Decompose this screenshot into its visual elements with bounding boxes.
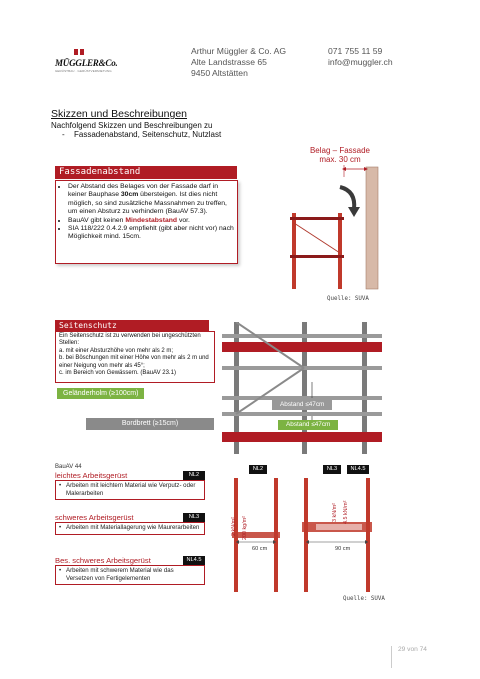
company-street: Alte Landstrasse 65 — [191, 57, 267, 67]
company-name: Arthur Müggler & Co. AG — [191, 46, 287, 56]
logo-tagline: GERÜSTBAU · GERÜSTVERMIETUNG — [55, 69, 112, 73]
company-address — [191, 46, 286, 79]
seitenschutz-figure — [222, 322, 382, 454]
company-phone: 071 755 11 59 — [328, 46, 383, 56]
fig-right-tag-2: NL4.5 — [347, 465, 369, 474]
fassadenabstand-figure — [282, 163, 392, 293]
gelaender-label: Geländerholm (≥100cm) — [57, 388, 144, 399]
abstand-label-2: Abstand ≤47cm — [278, 420, 338, 430]
nutzlast-class-3-title: Bes. schweres Arbeitsgerüst — [55, 556, 205, 566]
nutzlast-class-3-tag: NL4.5 — [183, 556, 205, 565]
load-right-2: 4.5 kN/m² — [343, 500, 349, 524]
fassadenabstand-item-3: • SIA 118/222 0.4.2.9 empfiehlt (gibt aber nicht vor) nach Möglichkeit mind. 15cm. — [68, 225, 234, 242]
nutzlast-class-2-title: schweres Arbeitsgerüst — [55, 513, 205, 523]
nutzlast-figure — [226, 478, 386, 592]
nutzlast-class-3 — [55, 556, 205, 585]
bauav-label: BauAV 44 — [55, 464, 82, 470]
abstand-label-1: Abstand ≤47cm — [272, 400, 332, 410]
seitenschutz-box: Ein Seitenschutz ist zu verwenden bei ungeschützten Stellen: a. mit einer Absturzhöhe von mehr als 2 m; b. bei Böschungen mit einer Höhe von mehr als 2 m und einer Neigung von mehr als 45°; c. im Bereich von Gewässern. (BauAV 23.1) — [55, 331, 215, 383]
width-right: 90 cm — [335, 546, 351, 552]
fassadenabstand-heading: Fassadenabstand — [55, 166, 237, 179]
logo-icon — [74, 49, 84, 55]
page-number: 29 von 74 — [391, 646, 427, 668]
section-bullet: Fassadenabstand, Seitenschutz, Nutzlast — [74, 130, 222, 139]
company-email[interactable]: info@muggler.ch — [328, 57, 393, 67]
company-city: 9450 Altstätten — [191, 68, 248, 78]
logo-wordmark: MÜGGLER&Co. — [55, 58, 118, 68]
fassadenabstand-box — [55, 180, 238, 264]
section-title: Skizzen und Beschreibungen — [51, 108, 188, 120]
load-left-1: 2 kN/m² — [231, 517, 237, 536]
nutzlast-quelle: Quelle: SUVA — [343, 596, 385, 602]
nutzlast-class-3-text: • Arbeiten mit schwerem Material wie das Versetzen von Fertigelementen — [55, 566, 205, 585]
seitenschutz-heading: Seitenschutz — [55, 320, 209, 331]
nutzlast-class-1 — [55, 471, 205, 500]
nutzlast-class-2-tag: NL3 — [183, 513, 205, 522]
section-intro: Nachfolgend Skizzen und Beschreibungen zu — [51, 121, 213, 130]
fassadenabstand-item-2: • BauAV gibt keinen Mindestabstand vor. — [68, 217, 234, 225]
nutzlast-class-2-text: • Arbeiten mit Materiallagerung wie Maurerarbeiten — [55, 523, 205, 535]
load-right-1: 3 kN/m² — [332, 503, 338, 522]
section-bullet-dash: - — [62, 130, 65, 139]
nutzlast-class-2 — [55, 513, 205, 535]
load-left-2: 200 kg/m² — [242, 516, 248, 540]
fassadenabstand-figure-label: Belag – Fassade max. 30 cm — [309, 146, 371, 164]
company-contact — [328, 46, 393, 68]
fig-left-tag: NL2 — [249, 465, 267, 474]
nutzlast-class-1-title: leichtes Arbeitsgerüst — [55, 471, 205, 481]
bordbrett-label: Bordbrett (≥15cm) — [86, 418, 214, 430]
fig-right-tag-1: NL3 — [323, 465, 341, 474]
nutzlast-class-1-tag: NL2 — [183, 471, 205, 480]
fassadenabstand-quelle: Quelle: SUVA — [327, 296, 369, 302]
width-left: 60 cm — [252, 546, 268, 552]
nutzlast-class-1-text: • Arbeiten mit leichtem Material wie Verputz- oder Malerarbeiten — [55, 481, 205, 500]
fassadenabstand-item-1: • Der Abstand des Belages von der Fassade darf in keiner Bauphase 30cm übersteigen. Ist dies nicht möglich, so sind zusätzliche Massnahmen zu treffen, um einen Absturz zu verhindern (BauAV 57.3). — [68, 183, 234, 217]
